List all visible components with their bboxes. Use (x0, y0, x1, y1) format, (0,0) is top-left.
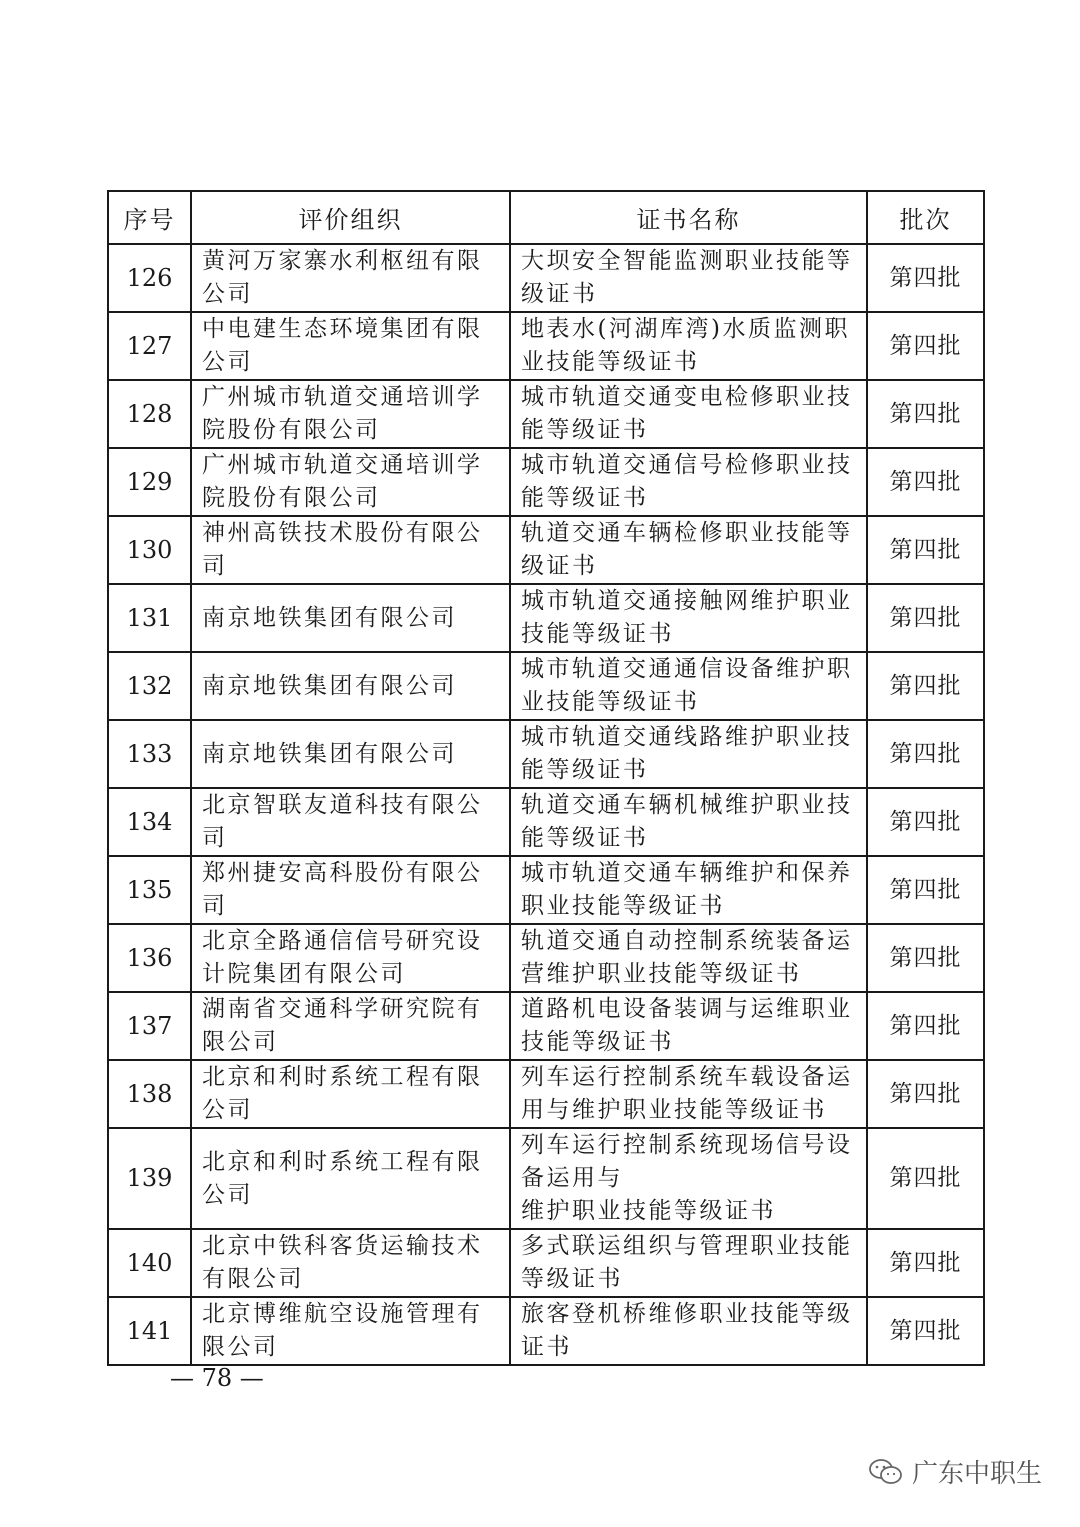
organization-line: 广州城市轨道交通培训学 (202, 452, 483, 478)
row-number: 139 (108, 1128, 191, 1229)
row-number: 127 (108, 312, 191, 380)
certificate-line: 维护职业技能等级证书 (521, 1198, 776, 1224)
batch-cell: 第四批 (867, 516, 984, 584)
organization-cell (191, 448, 510, 516)
table-row (108, 720, 984, 788)
organization-line: 北京全路通信信号研究设 (202, 928, 483, 954)
certificate-line: 列车运行控制系统现场信号设 (521, 1132, 853, 1158)
organization-line: 北京和利时系统工程有限 (202, 1148, 483, 1175)
header-batch: 批次 (867, 191, 984, 244)
row-number: 128 (108, 380, 191, 448)
row-number: 131 (108, 584, 191, 652)
batch-cell: 第四批 (867, 992, 984, 1060)
table-header-row (108, 191, 984, 244)
organization-cell (191, 720, 510, 788)
batch-cell: 第四批 (867, 788, 984, 856)
row-number: 137 (108, 992, 191, 1060)
certificate-line: 轨道交通车辆机械维护职业技 (521, 792, 853, 818)
certificate-line: 等级证书 (521, 1266, 623, 1292)
certificate-table (107, 190, 985, 1366)
organization-cell (191, 992, 510, 1060)
certificate-line: 轨道交通车辆检修职业技能等 (521, 520, 853, 546)
organization-line: 公司 (202, 1181, 253, 1208)
table-row (108, 244, 984, 312)
certificate-line: 轨道交通自动控制系统装备运 (521, 928, 853, 954)
table-row (108, 448, 984, 516)
organization-cell (191, 924, 510, 992)
organization-line: 湖南省交通科学研究院有 (202, 996, 483, 1022)
table-row (108, 516, 984, 584)
row-number: 136 (108, 924, 191, 992)
certificate-line: 道路机电设备装调与运维职业 (521, 996, 853, 1022)
row-number: 141 (108, 1297, 191, 1365)
certificate-line: 备运用与 (521, 1165, 623, 1191)
certificate-line: 业技能等级证书 (521, 349, 700, 375)
organization-cell (191, 1229, 510, 1297)
table-row (108, 380, 984, 448)
organization-line: 北京中铁科客货运输技术 (202, 1233, 483, 1259)
certificate-name-cell (510, 380, 867, 448)
row-number: 126 (108, 244, 191, 312)
batch-cell: 第四批 (867, 1060, 984, 1128)
certificate-line: 地表水(河湖库湾)水质监测职 (521, 316, 850, 342)
header-org: 评价组织 (191, 191, 510, 244)
organization-line: 司 (202, 825, 228, 851)
table-row (108, 924, 984, 992)
certificate-name-cell (510, 244, 867, 312)
batch-cell: 第四批 (867, 856, 984, 924)
organization-cell (191, 1128, 510, 1229)
organization-line: 计院集团有限公司 (202, 961, 406, 987)
row-number: 135 (108, 856, 191, 924)
table-body (108, 244, 984, 1365)
organization-line: 有限公司 (202, 1266, 304, 1292)
header-cert: 证书名称 (510, 191, 867, 244)
certificate-name-cell (510, 788, 867, 856)
organization-line: 黄河万家寨水利枢纽有限 (202, 248, 483, 274)
organization-line: 司 (202, 553, 228, 579)
batch-cell: 第四批 (867, 244, 984, 312)
organization-line: 北京博维航空设施管理有 (202, 1301, 483, 1327)
certificate-line: 职业技能等级证书 (521, 893, 725, 919)
certificate-name-cell (510, 516, 867, 584)
table-row (108, 992, 984, 1060)
organization-line: 南京地铁集团有限公司 (202, 672, 457, 699)
certificate-line: 营维护职业技能等级证书 (521, 961, 802, 987)
organization-line: 广州城市轨道交通培训学 (202, 384, 483, 410)
organization-line: 院股份有限公司 (202, 417, 381, 443)
batch-cell: 第四批 (867, 448, 984, 516)
table-row (108, 1297, 984, 1365)
organization-cell (191, 380, 510, 448)
certificate-line: 大坝安全智能监测职业技能等 (521, 248, 853, 274)
certificate-name-cell (510, 584, 867, 652)
organization-line: 南京地铁集团有限公司 (202, 604, 457, 631)
certificate-line: 技能等级证书 (521, 1029, 674, 1055)
certificate-line: 旅客登机桥维修职业技能等级 (521, 1301, 853, 1327)
organization-cell (191, 652, 510, 720)
batch-cell: 第四批 (867, 720, 984, 788)
organization-line: 北京和利时系统工程有限 (202, 1064, 483, 1090)
batch-cell: 第四批 (867, 380, 984, 448)
certificate-line: 业技能等级证书 (521, 689, 700, 715)
batch-cell: 第四批 (867, 1297, 984, 1365)
certificate-line: 城市轨道交通接触网维护职业 (521, 588, 853, 614)
organization-line: 院股份有限公司 (202, 485, 381, 511)
table-row (108, 584, 984, 652)
organization-cell (191, 516, 510, 584)
organization-cell (191, 312, 510, 380)
row-number: 129 (108, 448, 191, 516)
certificate-line: 列车运行控制系统车载设备运 (521, 1064, 853, 1090)
certificate-line: 级证书 (521, 281, 598, 307)
row-number: 134 (108, 788, 191, 856)
table-row (108, 788, 984, 856)
organization-line: 公司 (202, 349, 253, 375)
organization-line: 限公司 (202, 1334, 279, 1360)
certificate-name-cell (510, 1229, 867, 1297)
organization-cell (191, 856, 510, 924)
organization-cell (191, 1297, 510, 1365)
certificate-name-cell (510, 720, 867, 788)
organization-line: 公司 (202, 281, 253, 307)
row-number: 140 (108, 1229, 191, 1297)
organization-line: 中电建生态环境集团有限 (202, 316, 483, 342)
table-row (108, 1229, 984, 1297)
header-seq: 序号 (108, 191, 191, 244)
certificate-name-cell (510, 1297, 867, 1365)
certificate-name-cell (510, 448, 867, 516)
certificate-line: 城市轨道交通变电检修职业技 (521, 384, 853, 410)
row-number: 138 (108, 1060, 191, 1128)
batch-cell: 第四批 (867, 1128, 984, 1229)
organization-cell (191, 584, 510, 652)
certificate-name-cell (510, 652, 867, 720)
organization-line: 北京智联友道科技有限公 (202, 792, 483, 818)
table-row (108, 1128, 984, 1229)
batch-cell: 第四批 (867, 584, 984, 652)
certificate-line: 能等级证书 (521, 825, 649, 851)
certificate-name-cell (510, 1128, 867, 1229)
certificate-line: 能等级证书 (521, 417, 649, 443)
certificate-line: 城市轨道交通车辆维护和保养 (521, 860, 853, 886)
row-number: 130 (108, 516, 191, 584)
batch-cell: 第四批 (867, 924, 984, 992)
certificate-line: 能等级证书 (521, 485, 649, 511)
watermark-text: 广东中职生 (912, 1459, 1043, 1489)
wechat-icon (868, 1458, 904, 1486)
certificate-line: 用与维护职业技能等级证书 (521, 1097, 827, 1123)
row-number: 132 (108, 652, 191, 720)
organization-line: 南京地铁集团有限公司 (202, 740, 457, 767)
organization-cell (191, 1060, 510, 1128)
organization-line: 郑州捷安高科股份有限公 (202, 860, 483, 886)
certificate-name-cell (510, 924, 867, 992)
certificate-line: 城市轨道交通通信设备维护职 (521, 656, 853, 682)
certificate-line: 城市轨道交通线路维护职业技 (521, 724, 853, 750)
batch-cell: 第四批 (867, 312, 984, 380)
table-row (108, 856, 984, 924)
organization-line: 限公司 (202, 1029, 279, 1055)
organization-line: 公司 (202, 1097, 253, 1123)
watermark (868, 1453, 1042, 1490)
table-row (108, 312, 984, 380)
certificate-name-cell (510, 1060, 867, 1128)
batch-cell: 第四批 (867, 652, 984, 720)
organization-line: 神州高铁技术股份有限公 (202, 520, 483, 546)
certificate-name-cell (510, 992, 867, 1060)
certificate-name-cell (510, 312, 867, 380)
certificate-line: 多式联运组织与管理职业技能 (521, 1233, 853, 1259)
batch-cell: 第四批 (867, 1229, 984, 1297)
certificate-line: 技能等级证书 (521, 621, 674, 647)
certificate-line: 证书 (521, 1334, 572, 1360)
certificate-name-cell (510, 856, 867, 924)
page-number: — 78 — (170, 1364, 264, 1392)
certificate-line: 级证书 (521, 553, 598, 579)
certificate-line: 城市轨道交通信号检修职业技 (521, 452, 853, 478)
organization-cell (191, 788, 510, 856)
row-number: 133 (108, 720, 191, 788)
table-row (108, 652, 984, 720)
certificate-line: 能等级证书 (521, 757, 649, 783)
organization-cell (191, 244, 510, 312)
table-row (108, 1060, 984, 1128)
organization-line: 司 (202, 893, 228, 919)
